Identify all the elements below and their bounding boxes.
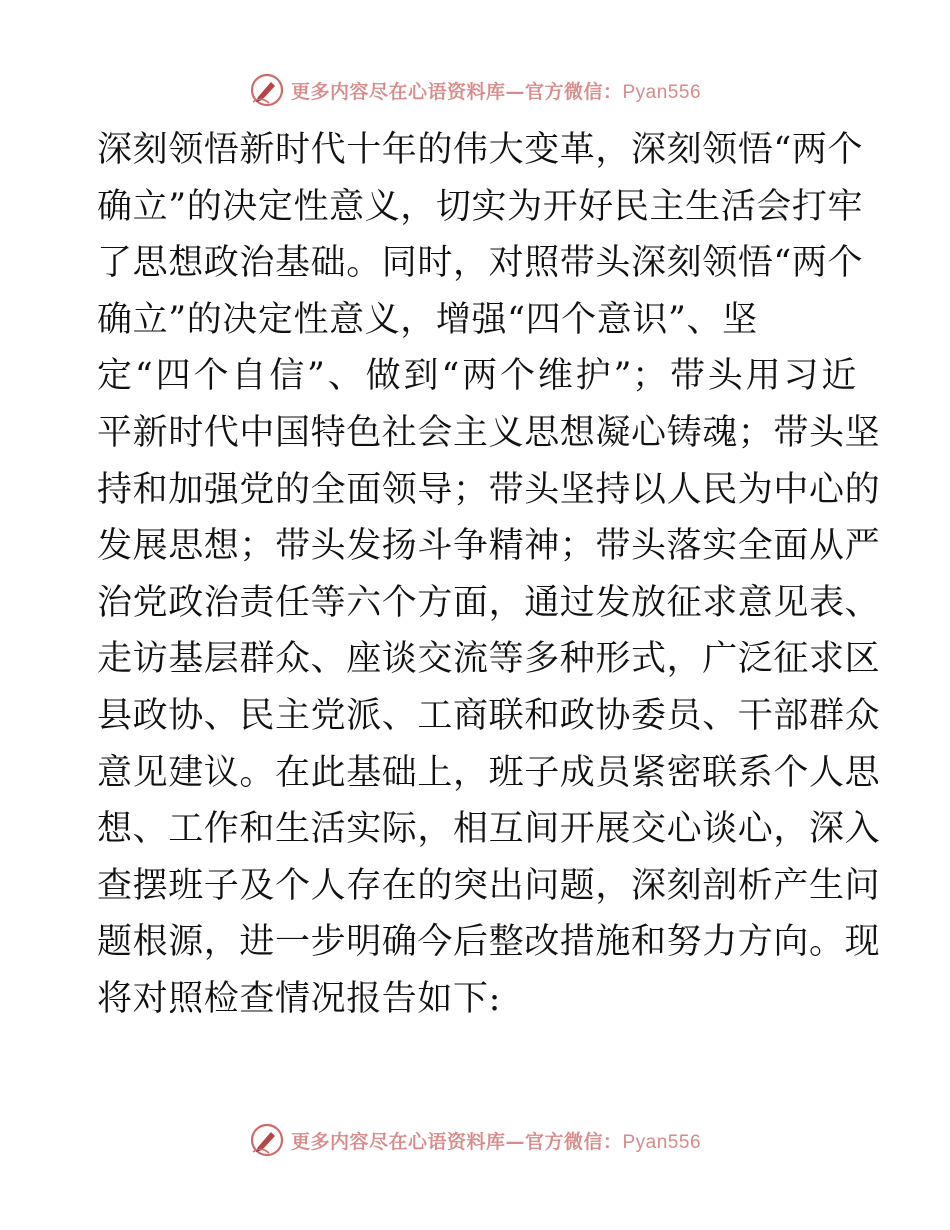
text-line: 定“四个自信”、做到“两个维护”；带头用习近 xyxy=(97,356,857,397)
text-line: 意见建议。在此基础上，班子成员紧密联系个人思 xyxy=(97,752,881,793)
text-line: 治党政治责任等六个方面，通过发放征求意见表、 xyxy=(97,582,881,623)
text-line: 发展思想；带头发扬斗争精神；带头落实全面从严 xyxy=(97,526,881,567)
header-watermark xyxy=(0,70,950,110)
text-line: 持和加强党的全面领导；带头坚持以人民为中心的 xyxy=(97,469,881,510)
watermark-text: 更多内容尽在心语资料库—官方微信：Pyan556 xyxy=(290,1130,702,1153)
pen-circle-logo-icon xyxy=(249,1122,285,1158)
watermark-text: 更多内容尽在心语资料库—官方微信：Pyan556 xyxy=(290,80,702,103)
text-line: 查摆班子及个人存在的突出问题，深刻剖析产生问 xyxy=(97,865,881,906)
pen-circle-logo-icon xyxy=(249,72,285,108)
footer-watermark xyxy=(0,1120,950,1160)
text-line: 确立”的决定性意义，增强“四个意识”、坚 xyxy=(97,299,758,340)
text-line: 平新时代中国特色社会主义思想凝心铸魂；带头坚 xyxy=(97,412,881,453)
text-line: 将对照检查情况报告如下: xyxy=(97,978,501,1019)
text-line: 深刻领悟新时代十年的伟大变革，深刻领悟“两个 xyxy=(97,130,864,170)
text-line: 题根源，进一步明确今后整改措施和努力方向。现 xyxy=(97,922,881,963)
text-line: 想、工作和生活实际，相互间开展交心谈心，深入 xyxy=(97,809,881,850)
text-line: 确立”的决定性意义，切实为开好民主生活会打牢 xyxy=(97,186,864,227)
text-line: 县政协、民主党派、工商联和政协委员、干部群众 xyxy=(97,695,881,736)
text-line: 了思想政治基础。同时，对照带头深刻领悟“两个 xyxy=(97,243,864,284)
document-body xyxy=(97,122,881,1028)
text-line: 走访基层群众、座谈交流等多种形式，广泛征求区 xyxy=(97,639,881,680)
